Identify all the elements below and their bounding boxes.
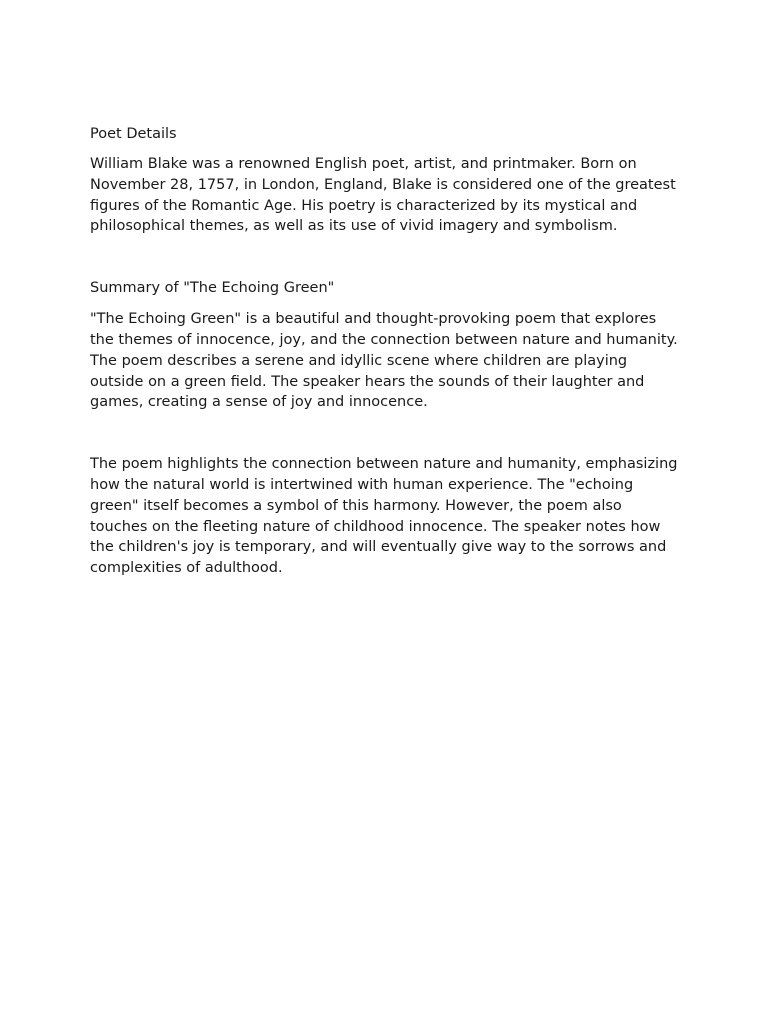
summary-paragraph: "The Echoing Green" is a beautiful and thought-provoking poem that explores the themes of innocence, joy, and the connection between nature and humanity. The poem describes a serene and idyllic scene where children are playing outside on a green field. The speaker hears the sounds of their laughter and games, creating a sense of joy and innocence. — [90, 311, 678, 411]
section-heading-poet-details: Poet Details — [90, 126, 177, 142]
closing-paragraph: The poem highlights the connection between nature and humanity, emphasizing how the natural world is intertwined with human experience. The "echoing green" itself becomes a symbol of this harmony. However, the poem also touches on the fleeting nature of childhood innocence. The speaker notes how the children's joy is temporary, and will eventually give way to the sorrows and complexities of adulthood. — [90, 456, 678, 577]
document-page — [90, 124, 680, 579]
poet-details-paragraph: William Blake was a renowned English poet, artist, and printmaker. Born on November 28, 1757, in London, England, Blake is considered one of the greatest figures of the Romantic Age. His poetry is characterized by its mystical and philosophical themes, as well as its use of vivid imagery and symbolism. — [90, 156, 676, 235]
section-heading-summary: Summary of "The Echoing Green" — [90, 280, 335, 297]
